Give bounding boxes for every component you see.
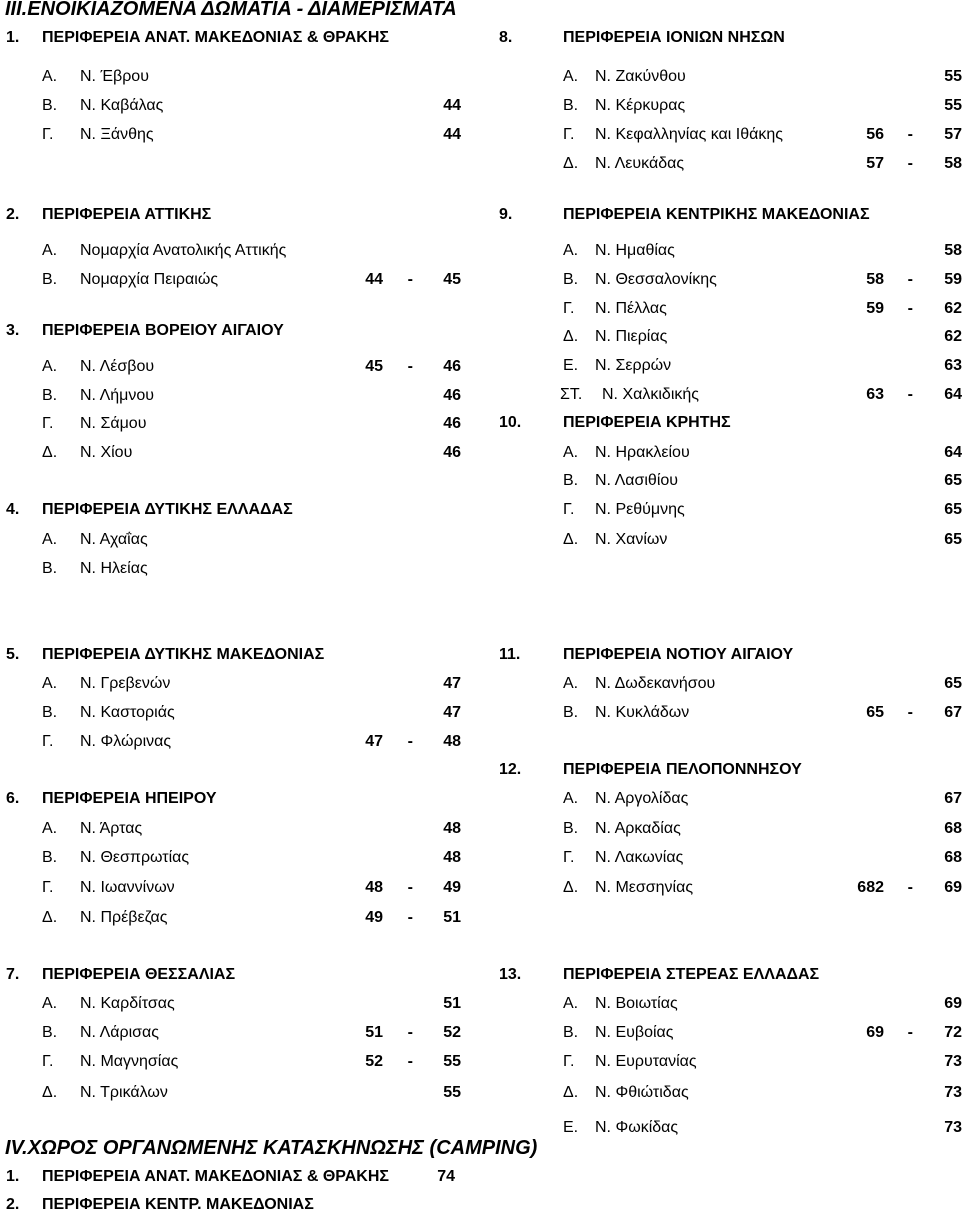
right-page-end: 57: [944, 126, 962, 143]
right-page-start: 69: [866, 1024, 884, 1041]
right-region-number: 11.: [499, 646, 521, 663]
right-prefecture-letter: Ε.: [563, 357, 579, 374]
right-prefecture-name: Ν. Βοιωτίας: [595, 995, 678, 1012]
right-page-end: 62: [944, 328, 962, 345]
left-page-dash: -: [407, 1053, 413, 1070]
right-page-end: 58: [944, 242, 962, 259]
left-prefecture-name: Ν. Πρέβεζας: [80, 909, 168, 926]
left-prefecture-name: Ν. Τρικάλων: [80, 1084, 168, 1101]
left-region-title: ΠΕΡΙΦΕΡΕΙΑ ΗΠΕΙΡΟΥ: [42, 790, 217, 807]
left-prefecture-letter: Δ.: [42, 1084, 58, 1101]
right-prefecture-letter: Δ.: [563, 1084, 579, 1101]
left-prefecture-name: Ν. Άρτας: [80, 820, 143, 837]
right-prefecture-letter: Δ.: [563, 155, 579, 172]
left-page-end: 45: [443, 271, 461, 288]
right-page-end: 55: [944, 97, 962, 114]
right-page-end: 65: [944, 675, 962, 692]
left-region-number: 1.: [6, 29, 20, 46]
right-page-end: 65: [944, 472, 962, 489]
left-page-end: 51: [443, 909, 461, 926]
left-region-number: 6.: [6, 790, 20, 807]
right-region-number: 9.: [499, 206, 513, 223]
right-prefecture-letter: Δ.: [563, 879, 579, 896]
left-region-number: 5.: [6, 646, 20, 663]
left-prefecture-name: Ν. Καστοριάς: [80, 704, 175, 721]
right-page-dash: -: [907, 879, 913, 896]
right-prefecture-letter: Α.: [563, 68, 579, 85]
left-region-title: ΠΕΡΙΦΕΡΕΙΑ ΔΥΤΙΚΗΣ ΕΛΛΑΔΑΣ: [42, 501, 293, 518]
left-page-end: 48: [443, 849, 461, 866]
right-prefecture-letter: Β.: [563, 271, 579, 288]
left-prefecture-letter: Γ.: [42, 733, 54, 750]
right-prefecture-letter: Δ.: [563, 531, 579, 548]
left-region-number: 4.: [6, 501, 20, 518]
left-page-end: 46: [443, 358, 461, 375]
right-prefecture-name: Ν. Σερρών: [595, 357, 672, 374]
left-prefecture-name: Ν. Καρδίτσας: [80, 995, 175, 1012]
right-prefecture-name: Ν. Λευκάδας: [595, 155, 685, 172]
right-page-dash: -: [907, 155, 913, 172]
right-region-title: ΠΕΡΙΦΕΡΕΙΑ ΣΤΕΡΕΑΣ ΕΛΛΑΔΑΣ: [563, 966, 820, 983]
left-prefecture-letter: Γ.: [42, 126, 54, 143]
left-prefecture-letter: Α.: [42, 531, 58, 548]
right-page-end: 64: [944, 444, 962, 461]
right-prefecture-letter: ΣΤ.: [560, 386, 583, 403]
right-page-start: 63: [866, 386, 884, 403]
right-page-end: 73: [944, 1053, 962, 1070]
left-page-dash: -: [407, 1024, 413, 1041]
left-page-start: 44: [365, 271, 383, 288]
right-prefecture-name: Ν. Ηρακλείου: [595, 444, 690, 461]
right-page-end: 64: [944, 386, 962, 403]
left-prefecture-name: Ν. Ιωαννίνων: [80, 879, 175, 896]
left-page-end: 48: [443, 733, 461, 750]
right-prefecture-name: Ν. Κέρκυρας: [595, 97, 686, 114]
right-page-dash: -: [907, 1024, 913, 1041]
right-page-start: 59: [866, 300, 884, 317]
right-prefecture-name: Ν. Θεσσαλονίκης: [595, 271, 717, 288]
right-prefecture-name: Ν. Φθιώτιδας: [595, 1084, 689, 1101]
right-region-number: 10.: [499, 414, 522, 431]
left-region-number: 2.: [6, 206, 20, 223]
left-region-title: ΠΕΡΙΦΕΡΕΙΑ ΒΟΡΕΙΟΥ ΑΙΓΑΙΟΥ: [42, 322, 284, 339]
left-page-end: 47: [443, 704, 461, 721]
left-page-end: 46: [443, 387, 461, 404]
left-prefecture-letter: Β.: [42, 97, 58, 114]
left-prefecture-name: Ν. Σάμου: [80, 415, 147, 432]
right-page-end: 59: [944, 271, 962, 288]
right-prefecture-letter: Α.: [563, 790, 579, 807]
left-page-end: 47: [443, 675, 461, 692]
left-prefecture-letter: Β.: [42, 849, 58, 866]
right-prefecture-name: Ν. Αρκαδίας: [595, 820, 681, 837]
right-prefecture-name: Ν. Κεφαλληνίας και Ιθάκης: [595, 126, 783, 143]
right-region-title: ΠΕΡΙΦΕΡΕΙΑ ΙΟΝΙΩΝ ΝΗΣΩΝ: [563, 29, 785, 46]
left-region-title: ΠΕΡΙΦΕΡΕΙΑ ΘΕΣΣΑΛΙΑΣ: [42, 966, 236, 983]
left-page-start: 49: [365, 909, 383, 926]
right-prefecture-name: Ν. Χανίων: [595, 531, 668, 548]
left-page-end: 48: [443, 820, 461, 837]
left-prefecture-letter: Α.: [42, 358, 58, 375]
right-prefecture-letter: Β.: [563, 1024, 579, 1041]
right-region-title: ΠΕΡΙΦΕΡΕΙΑ ΠΕΛΟΠΟΝΝΗΣΟΥ: [563, 761, 802, 778]
left-page-start: 47: [365, 733, 383, 750]
right-prefecture-letter: Β.: [563, 704, 579, 721]
left-prefecture-name: Ν. Καβάλας: [80, 97, 164, 114]
right-page-start: 56: [866, 126, 884, 143]
left-prefecture-name: Ν. Λήμνου: [80, 387, 155, 404]
right-prefecture-name: Ν. Πέλλας: [595, 300, 667, 317]
left-page-end: 44: [443, 97, 461, 114]
right-prefecture-letter: Α.: [563, 444, 579, 461]
left-region-title: ΠΕΡΙΦΕΡΕΙΑ ΔΥΤΙΚΗΣ ΜΑΚΕΔΟΝΙΑΣ: [42, 646, 325, 663]
right-prefecture-name: Ν. Ημαθίας: [595, 242, 675, 259]
left-prefecture-name: Ν. Λάρισας: [80, 1024, 159, 1041]
left-page-dash: -: [407, 358, 413, 375]
left-prefecture-letter: Γ.: [42, 1053, 54, 1070]
right-page-start: 57: [866, 155, 884, 172]
right-prefecture-name: Ν. Φωκίδας: [595, 1119, 679, 1136]
right-page-end: 65: [944, 501, 962, 518]
left-prefecture-letter: Β.: [42, 560, 58, 577]
right-prefecture-name: Ν. Λασιθίου: [595, 472, 679, 489]
left-page-dash: -: [407, 879, 413, 896]
left-prefecture-letter: Α.: [42, 820, 58, 837]
right-page-end: 67: [944, 790, 962, 807]
left-prefecture-name: Ν. Γρεβενών: [80, 675, 171, 692]
left-page-dash: -: [407, 733, 413, 750]
left-prefecture-letter: Γ.: [42, 415, 54, 432]
right-region-title: ΠΕΡΙΦΕΡΕΙΑ ΚΕΝΤΡΙΚΗΣ ΜΑΚΕΔΟΝΙΑΣ: [563, 206, 870, 223]
right-region-number: 12.: [499, 761, 522, 778]
left-page-start: 48: [365, 879, 383, 896]
right-prefecture-letter: Γ.: [563, 501, 575, 518]
camping-region-title: ΠΕΡΙΦΕΡΕΙΑ ΚΕΝΤΡ. ΜΑΚΕΔΟΝΙΑΣ: [42, 1196, 314, 1213]
left-page-end: 52: [443, 1024, 461, 1041]
section-title-rooms: III.ΕΝΟΙΚΙΑΖΟΜΕΝΑ ΔΩΜΑΤΙΑ - ΔΙΑΜΕΡΙΣΜΑΤΑ: [5, 0, 457, 20]
left-page-start: 45: [365, 358, 383, 375]
right-prefecture-letter: Δ.: [563, 328, 579, 345]
left-prefecture-letter: Β.: [42, 387, 58, 404]
left-page-dash: -: [407, 909, 413, 926]
left-prefecture-letter: Δ.: [42, 909, 58, 926]
left-page-dash: -: [407, 271, 413, 288]
right-page-end: 69: [944, 995, 962, 1012]
left-region-number: 7.: [6, 966, 20, 983]
right-page-end: 73: [944, 1119, 962, 1136]
right-page-dash: -: [907, 300, 913, 317]
left-page-end: 46: [443, 444, 461, 461]
left-prefecture-letter: Δ.: [42, 444, 58, 461]
right-page-end: 55: [944, 68, 962, 85]
right-prefecture-name: Ν. Μεσσηνίας: [595, 879, 694, 896]
right-prefecture-name: Ν. Ευβοίας: [595, 1024, 674, 1041]
right-page-dash: -: [907, 704, 913, 721]
right-page-dash: -: [907, 386, 913, 403]
left-prefecture-name: Ν. Λέσβου: [80, 358, 155, 375]
right-page-end: 73: [944, 1084, 962, 1101]
right-prefecture-letter: Α.: [563, 675, 579, 692]
left-prefecture-name: Ν. Μαγνησίας: [80, 1053, 179, 1070]
section-title-camping: IV.ΧΩΡΟΣ ΟΡΓΑΝΩΜΕΝΗΣ ΚΑΤΑΣΚΗΝΩΣΗΣ (CAMPING): [5, 1137, 538, 1159]
right-page-end: 62: [944, 300, 962, 317]
left-page-start: 52: [365, 1053, 383, 1070]
left-prefecture-letter: Β.: [42, 704, 58, 721]
left-prefecture-name: Ν. Αχαΐας: [80, 531, 148, 548]
right-page-end: 65: [944, 531, 962, 548]
left-prefecture-name: Ν. Φλώρινας: [80, 733, 172, 750]
right-prefecture-letter: Α.: [563, 995, 579, 1012]
right-page-end: 68: [944, 820, 962, 837]
right-page-end: 67: [944, 704, 962, 721]
left-prefecture-letter: Γ.: [42, 879, 54, 896]
right-prefecture-letter: Ε.: [563, 1119, 579, 1136]
left-region-title: ΠΕΡΙΦΕΡΕΙΑ ΑΤΤΙΚΗΣ: [42, 206, 212, 223]
right-page-end: 72: [944, 1024, 962, 1041]
right-prefecture-name: Ν. Ρεθύμνης: [595, 501, 685, 518]
left-prefecture-letter: Α.: [42, 242, 58, 259]
right-prefecture-letter: Β.: [563, 472, 579, 489]
right-page-end: 68: [944, 849, 962, 866]
right-page-start: 65: [866, 704, 884, 721]
left-prefecture-name: Ν. Χίου: [80, 444, 133, 461]
left-page-end: 44: [443, 126, 461, 143]
left-page-end: 51: [443, 995, 461, 1012]
right-prefecture-letter: Γ.: [563, 1053, 575, 1070]
left-prefecture-letter: Β.: [42, 271, 58, 288]
right-page-end: 58: [944, 155, 962, 172]
right-page-dash: -: [907, 126, 913, 143]
camping-page: 74: [437, 1168, 455, 1185]
camping-region-title: ΠΕΡΙΦΕΡΕΙΑ ΑΝΑΤ. ΜΑΚΕΔΟΝΙΑΣ & ΘΡΑΚΗΣ: [42, 1168, 390, 1185]
left-page-end: 55: [443, 1084, 461, 1101]
left-prefecture-name: Ν. Ηλείας: [80, 560, 148, 577]
right-prefecture-letter: Γ.: [563, 300, 575, 317]
left-prefecture-name: Ν. Θεσπρωτίας: [80, 849, 190, 866]
left-prefecture-letter: Α.: [42, 995, 58, 1012]
right-page-end: 69: [944, 879, 962, 896]
left-prefecture-name: Ν. Ξάνθης: [80, 126, 154, 143]
camping-number: 1.: [6, 1168, 20, 1185]
left-prefecture-letter: Α.: [42, 675, 58, 692]
left-page-end: 46: [443, 415, 461, 432]
right-prefecture-letter: Γ.: [563, 126, 575, 143]
camping-number: 2.: [6, 1196, 20, 1213]
left-prefecture-name: Νομαρχία Πειραιώς: [80, 271, 219, 288]
right-region-title: ΠΕΡΙΦΕΡΕΙΑ ΚΡΗΤΗΣ: [563, 414, 731, 431]
right-region-title: ΠΕΡΙΦΕΡΕΙΑ ΝΟΤΙΟΥ ΑΙΓΑΙΟΥ: [563, 646, 794, 663]
right-prefecture-letter: Β.: [563, 97, 579, 114]
right-prefecture-name: Ν. Ζακύνθου: [595, 68, 686, 85]
left-page-end: 49: [443, 879, 461, 896]
right-page-end: 63: [944, 357, 962, 374]
left-prefecture-letter: Α.: [42, 68, 58, 85]
right-page-dash: -: [907, 271, 913, 288]
left-prefecture-name: Νομαρχία Ανατολικής Αττικής: [80, 242, 287, 259]
right-page-start: 58: [866, 271, 884, 288]
left-page-end: 55: [443, 1053, 461, 1070]
left-prefecture-name: Ν. Έβρου: [80, 68, 149, 85]
right-prefecture-name: Ν. Αργολίδας: [595, 790, 689, 807]
right-prefecture-name: Ν. Χαλκιδικής: [602, 386, 699, 403]
right-prefecture-letter: Β.: [563, 820, 579, 837]
right-prefecture-name: Ν. Λακωνίας: [595, 849, 684, 866]
right-prefecture-letter: Α.: [563, 242, 579, 259]
right-prefecture-letter: Γ.: [563, 849, 575, 866]
right-prefecture-name: Ν. Κυκλάδων: [595, 704, 690, 721]
right-prefecture-name: Ν. Δωδεκανήσου: [595, 675, 716, 692]
left-prefecture-letter: Β.: [42, 1024, 58, 1041]
left-region-number: 3.: [6, 322, 20, 339]
right-region-number: 13.: [499, 966, 522, 983]
right-page-start: 682: [857, 879, 884, 896]
left-page-start: 51: [365, 1024, 383, 1041]
right-region-number: 8.: [499, 29, 513, 46]
right-prefecture-name: Ν. Πιερίας: [595, 328, 668, 345]
left-region-title: ΠΕΡΙΦΕΡΕΙΑ ΑΝΑΤ. ΜΑΚΕΔΟΝΙΑΣ & ΘΡΑΚΗΣ: [42, 29, 390, 46]
right-prefecture-name: Ν. Ευρυτανίας: [595, 1053, 697, 1070]
